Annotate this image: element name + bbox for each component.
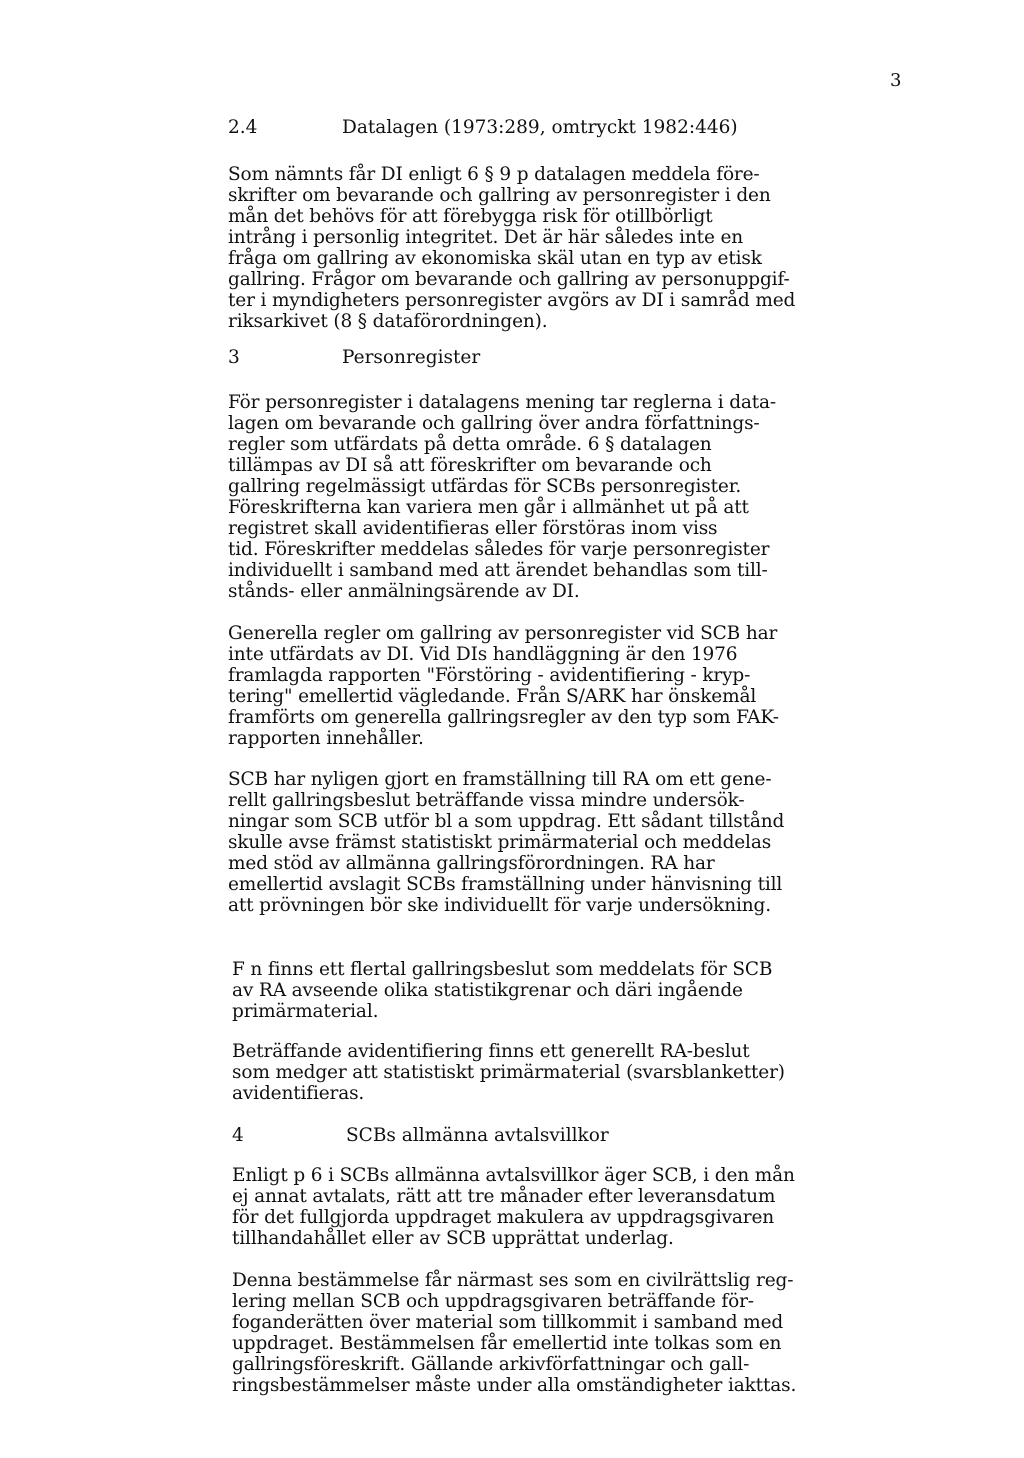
text-line: rellt gallringsbeslut beträffande vissa mindre undersök- bbox=[228, 790, 745, 811]
text-line: foganderätten över material som tillkommit i samband med bbox=[232, 1312, 784, 1333]
text-line: Generella regler om gallring av personregister vid SCB har bbox=[228, 623, 778, 644]
text-line: emellertid avslagit SCBs framställning under hänvisning till bbox=[228, 874, 783, 895]
section-heading-3 bbox=[228, 347, 480, 368]
text-line: rapporten innehåller. bbox=[228, 728, 424, 749]
text-line: som medger att statistiskt primärmaterial (svarsblanketter) bbox=[232, 1062, 785, 1083]
text-line: Som nämnts får DI enligt 6 § 9 p datalagen meddela före- bbox=[228, 164, 760, 185]
section-title: Datalagen (1973:289, omtryckt 1982:446) bbox=[342, 117, 738, 138]
text-line: regler som utfärdats på detta område. 6 § datalagen bbox=[228, 434, 712, 455]
text-line: SCB har nyligen gjort en framställning till RA om ett gene- bbox=[228, 769, 772, 790]
text-line: stånds- eller anmälningsärende av DI. bbox=[228, 581, 580, 602]
section-number: 3 bbox=[228, 347, 240, 368]
text-line: med stöd av allmänna gallringsförordningen. RA har bbox=[228, 853, 715, 874]
section-number: 2.4 bbox=[228, 117, 258, 138]
paragraph bbox=[232, 1270, 872, 1396]
text-line: ter i myndigheters personregister avgörs av DI i samråd med bbox=[228, 290, 796, 311]
paragraph bbox=[228, 769, 868, 916]
paragraph bbox=[228, 164, 868, 332]
paragraph bbox=[228, 623, 868, 749]
text-line: lagen om bevarande och gallring över andra författnings- bbox=[228, 413, 760, 434]
section-title: Personregister bbox=[342, 347, 481, 368]
text-line: För personregister i datalagens mening tar reglerna i data- bbox=[228, 392, 777, 413]
section-heading-2-4 bbox=[228, 117, 738, 138]
paragraph bbox=[228, 392, 868, 602]
text-line: Denna bestämmelse får närmast ses som en civilrättslig reg- bbox=[232, 1270, 794, 1291]
text-line: skrifter om bevarande och gallring av personregister i den bbox=[228, 185, 771, 206]
text-line: skulle avse främst statistiskt primärmaterial och meddelas bbox=[228, 832, 772, 853]
page-number: 3 bbox=[890, 70, 902, 91]
text-line: framlagda rapporten "Förstöring - avidentifiering - kryp- bbox=[228, 665, 751, 686]
text-line: intrång i personlig integritet. Det är här således inte en bbox=[228, 227, 744, 248]
text-line: inte utfärdats av DI. Vid DIs handläggning är den 1976 bbox=[228, 644, 738, 665]
text-line: av RA avseende olika statistikgrenar och däri ingående bbox=[232, 980, 743, 1001]
text-line: Enligt p 6 i SCBs allmänna avtalsvillkor äger SCB, i den mån bbox=[232, 1165, 795, 1186]
text-line: framförts om generella gallringsregler av den typ som FAK- bbox=[228, 707, 779, 728]
text-line: för det fullgjorda uppdraget makulera av uppdragsgivaren bbox=[232, 1207, 775, 1228]
text-line: ningar som SCB utför bl a som uppdrag. Ett sådant tillstånd bbox=[228, 811, 785, 832]
text-line: ej annat avtalats, rätt att tre månader efter leveransdatum bbox=[232, 1186, 776, 1207]
text-line: att prövningen bör ske individuellt för varje undersökning. bbox=[228, 895, 771, 916]
text-line: riksarkivet (8 § dataförordningen). bbox=[228, 311, 548, 332]
text-line: ringsbestämmelser måste under alla omständigheter iakttas. bbox=[232, 1375, 797, 1396]
text-line: gallring regelmässigt utfärdas för SCBs personregister. bbox=[228, 476, 742, 497]
text-line: avidentifieras. bbox=[232, 1083, 365, 1104]
text-line: registret skall avidentifieras eller förstöras inom viss bbox=[228, 518, 718, 539]
text-line: lering mellan SCB och uppdragsgivaren beträffande för- bbox=[232, 1291, 754, 1312]
text-line: Föreskrifterna kan variera men går i allmänhet ut på att bbox=[228, 497, 749, 518]
text-line: tering" emellertid vägledande. Från S/ARK har önskemål bbox=[228, 686, 757, 707]
text-line: fråga om gallring av ekonomiska skäl utan en typ av etisk bbox=[228, 248, 762, 269]
text-line: gallring. Frågor om bevarande och gallring av personuppgif- bbox=[228, 269, 790, 290]
text-line: tid. Föreskrifter meddelas således för varje personregister bbox=[228, 539, 770, 560]
text-line: individuellt i samband med att ärendet behandlas som till- bbox=[228, 560, 768, 581]
section-heading-4 bbox=[232, 1125, 609, 1146]
paragraph bbox=[232, 1041, 872, 1104]
text-line: uppdraget. Bestämmelsen får emellertid inte tolkas som en bbox=[232, 1333, 782, 1354]
section-title: SCBs allmänna avtalsvillkor bbox=[346, 1125, 609, 1146]
text-line: gallringsföreskrift. Gällande arkivförfattningar och gall- bbox=[232, 1354, 750, 1375]
paragraph bbox=[232, 1165, 872, 1249]
text-line: Beträffande avidentifiering finns ett generellt RA-beslut bbox=[232, 1041, 750, 1062]
paragraph bbox=[232, 959, 872, 1022]
text-line: tillämpas av DI så att föreskrifter om bevarande och bbox=[228, 455, 712, 476]
section-number: 4 bbox=[232, 1125, 244, 1146]
text-line: tillhandahållet eller av SCB upprättat underlag. bbox=[232, 1228, 674, 1249]
text-line: mån det behövs för att förebygga risk för otillbörligt bbox=[228, 206, 713, 227]
text-line: F n finns ett flertal gallringsbeslut som meddelats för SCB bbox=[232, 959, 773, 980]
text-line: primärmaterial. bbox=[232, 1001, 379, 1022]
